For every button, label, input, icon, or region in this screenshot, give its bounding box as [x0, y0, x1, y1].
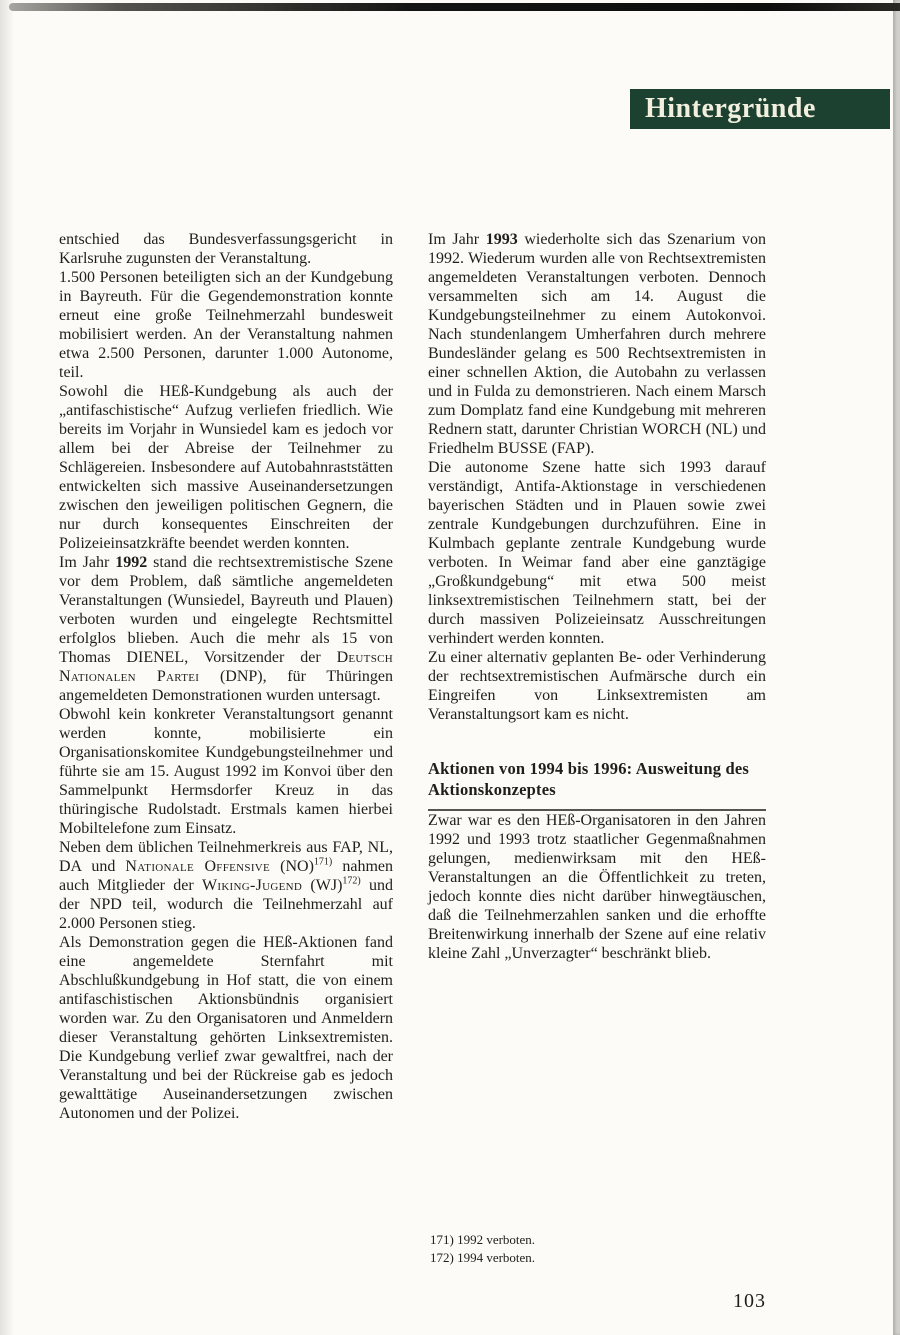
- footnotes: [430, 1231, 535, 1267]
- paragraph: Zwar war es den HEß-Organisatoren in den Jahren 1992 und 1993 trotz staatlicher Gegenmaßnahmen gelungen, medienwirksam mit den HEß-Veranstaltungen an die Öffentlichkeit zu treten, jedoch konnte dies nicht darüber hinwegtäuschen, daß die Teilnehmerzahlen sanken und die erhoffte Breitenwirkung innerhalb der Szene auf eine relativ kleine Zahl „Unverzagter“ beschränkt blieb.: [428, 812, 766, 962]
- right-column: [428, 230, 766, 963]
- footnote: 172) 1994 verboten.: [430, 1250, 536, 1265]
- top-edge-bar: [9, 3, 900, 11]
- paragraph: Als Demonstration gegen die HEß-Aktionen fand eine angemeldete Sternfahrt mit Abschlußkundgebung in Hof statt, die von einem antifaschistischen Aktionsbündnis organisiert worden war. Zu den Organisatoren und Anmeldern dieser Veranstaltung gehörten Linksextremisten. Die Kundgebung verlief zwar gewaltfrei, nach der Veranstaltung und bei der Rückreise gab es jedoch gewalttätige Auseinandersetzungen zwischen Autonomen und der Polizei.: [59, 934, 393, 1122]
- left-column: [59, 230, 393, 1123]
- section-banner: Hintergründe: [630, 89, 890, 129]
- paragraph: Sowohl die HEß-Kundgebung als auch der „antifaschistische“ Aufzug verliefen friedlich. Wie bereits im Vorjahr in Wunsiedel kam es jedoch vor allem bei der Abreise der Teilnehmer zu Schlägereien. Insbesondere auf Autobahnraststätten entwickelten sich massive Auseinandersetzungen zwischen den jeweiligen politischen Gegnern, die nur durch konsequentes Einschreiten der Polizeieinsatzkräfte beendet werden konnten.: [59, 383, 393, 552]
- paragraph: entschied das Bundesverfassungsgericht in Karlsruhe zugunsten der Veranstaltung.: [59, 231, 393, 267]
- paragraph: Zu einer alternativ geplanten Be- oder Verhinderung der rechtsextremistischen Aufmärsche durch ein Eingreifen von Linksextremisten am Veranstaltungsort kam es nicht.: [428, 649, 766, 723]
- paragraph: 1.500 Personen beteiligten sich an der Kundgebung in Bayreuth. Für die Gegendemonstration konnte erneut eine große Teilnehmerzahl bundesweit mobilisiert werden. An der Veranstaltung nahmen etwa 2.500 Personen, darunter 1.000 Autonome, teil.: [59, 269, 393, 381]
- paragraph: Neben dem üblichen Teilnehmerkreis aus FAP, NL, DA und Nationale Offensive (NO)$^{171)}$ nahmen auch Mitglieder der Wiking-Jugend (WJ)$^{172)}$ und der NPD teil, wodurch die Teilnehmerzahl auf 2.000 Personen stieg.: [59, 839, 394, 932]
- page-left-scan-edge: [0, 0, 14, 1335]
- paragraph: Obwohl kein konkreter Veranstaltungsort genannt werden konnte, mobilisierte ein Organisationskomitee Kundgebungsteilnehmer und führte sie am 15. August 1992 im Konvoi über den Sammelpunkt Hermsdorfer Kreuz in das thüringische Rudolstadt. Erstmals kamen hierbei Mobiltelefone zum Einsatz.: [59, 706, 393, 837]
- section-heading: Aktionen von 1994 bis 1996: Ausweitung des Aktionskonzeptes: [428, 759, 750, 799]
- paragraph: Im Jahr 1992 stand die rechtsextremistische Szene vor dem Problem, daß sämtliche angemeldeten Veranstaltungen (Wunsiedel, Bayreuth und Plauen) verboten wurden und eingelegte Rechtsmittel erfolglos blieben. Auch die mehr als 15 von Thomas DIENEL, Vorsitzender der Deutsch Nationalen Partei (DNP), für Thüringen angemeldeten Demonstrationen wurden untersagt.: [59, 554, 394, 704]
- page-number: 103: [733, 1290, 766, 1312]
- paragraph: Im Jahr 1993 wiederholte sich das Szenarium von 1992. Wiederum wurden alle von Rechtsextremisten angemeldeten Veranstaltungen verboten. Dennoch versammelten sich am 14. August die Kundgebungsteilnehmer zu einem Autokonvoi. Nach stundenlangem Umherfahren durch mehrere Bundesländer gelang es 500 Rechtsextremisten in einer schnellen Aktion, die Autobahn zu verlassen und in Fulda zu demonstrieren. Nach einem Marsch zum Domplatz fand eine Kundgebung mit mehreren Rednern statt, darunter Christian WORCH (NL) und Friedhelm BUSSE (FAP).: [428, 231, 767, 457]
- footnote: 171) 1992 verboten.: [430, 1232, 536, 1247]
- page-right-scan-edge: [893, 0, 900, 1335]
- paragraph: Die autonome Szene hatte sich 1993 darauf verständigt, Antifa-Aktionstage in verschiedenen bayerischen Städten und in Plauen sowie zwei zentrale Kundgebungen durchzuführen. Eine in Kulmbach geplante zentrale Kundgebung wurde verboten. In Weimar fand aber eine ganztägige „Großkundgebung“ mit etwa 500 meist linksextremistischen Teilnehmern statt, bei der durch massiven Polizeieinsatz Ausschreitungen verhindert werden konnten.: [428, 459, 766, 647]
